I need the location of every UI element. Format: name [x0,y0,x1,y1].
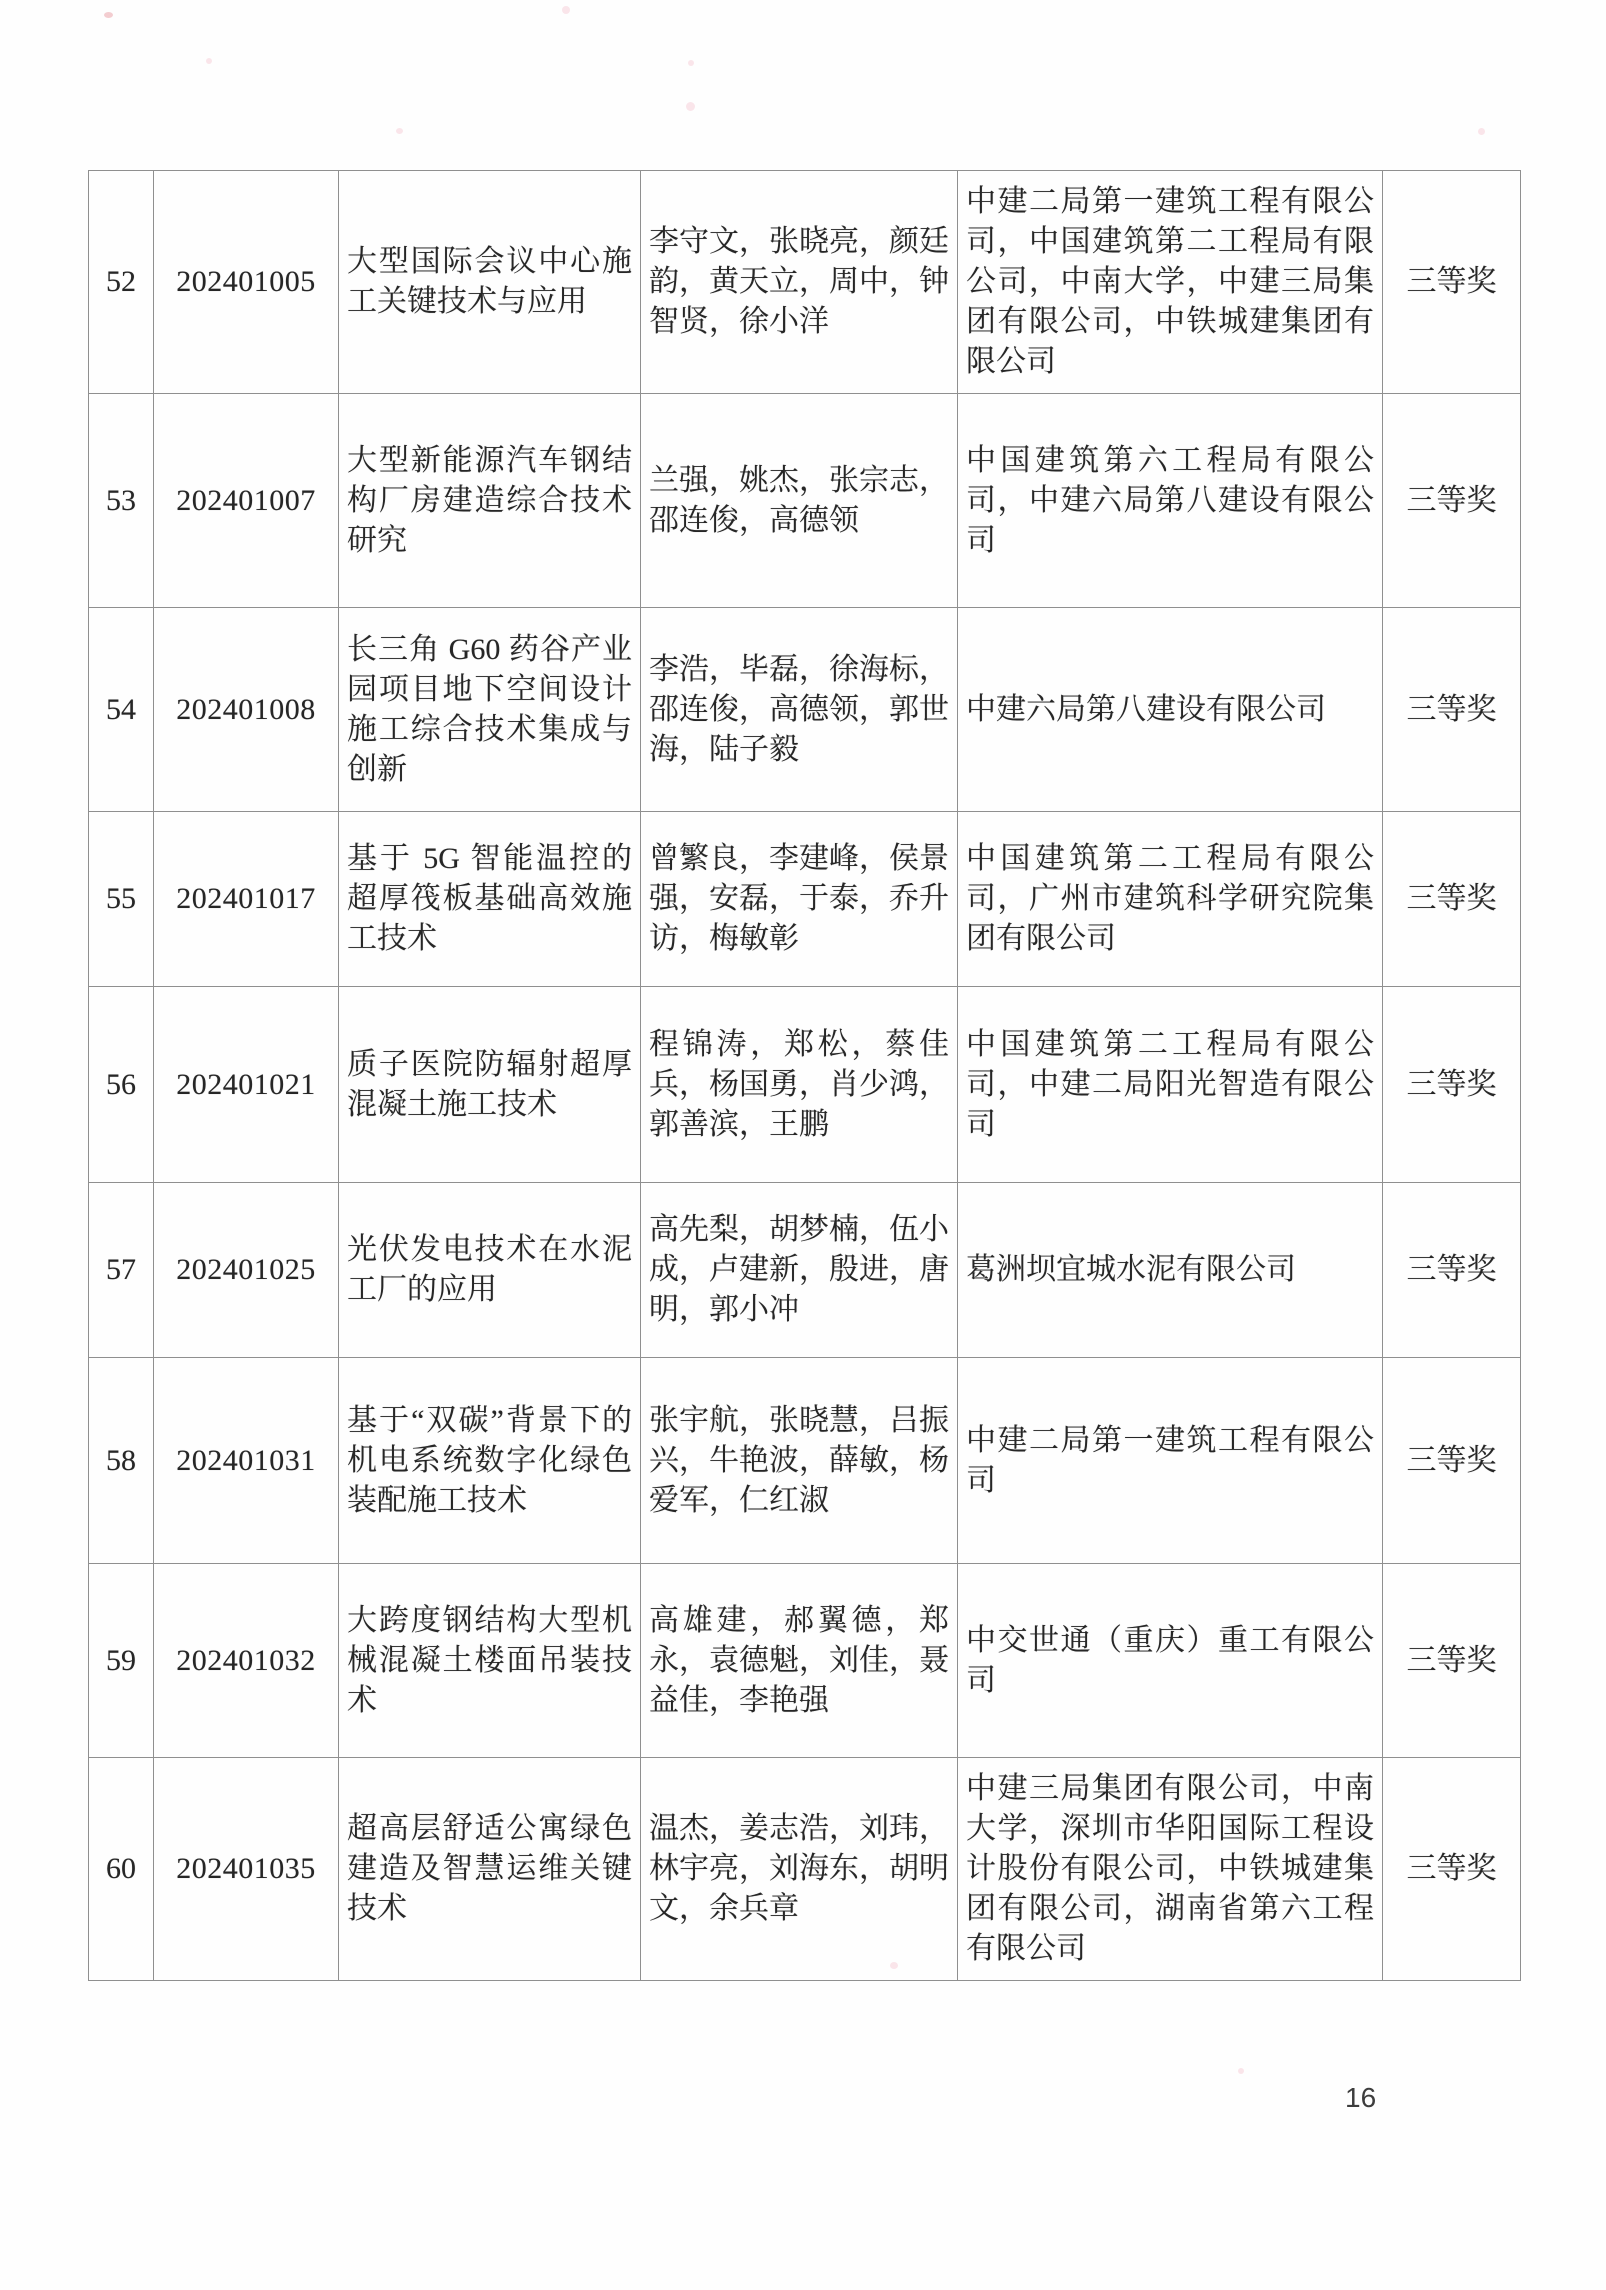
award-cell: 三等奖 [1383,812,1521,987]
seq-cell: 55 [89,812,154,987]
people-cell: 兰强，姚杰，张宗志，邵连俊，高德领 [641,394,958,608]
award-cell: 三等奖 [1383,987,1521,1183]
award-cell: 三等奖 [1383,171,1521,394]
scan-speck [688,60,694,66]
scan-speck [1238,2068,1244,2074]
table-row [89,394,1521,608]
title-cell: 光伏发电技术在水泥工厂的应用 [339,1183,641,1358]
seq-cell: 53 [89,394,154,608]
orgs-cell: 中国建筑第二工程局有限公司，中建二局阳光智造有限公司 [958,987,1383,1183]
award-cell: 三等奖 [1383,1358,1521,1564]
orgs-cell: 中建六局第八建设有限公司 [958,608,1383,812]
id-cell: 202401025 [154,1183,339,1358]
table-row [89,1183,1521,1358]
scan-speck [686,102,695,111]
people-cell: 高雄建，郝翼德，郑永，袁德魁，刘佳，聂益佳，李艳强 [641,1564,958,1758]
seq-cell: 57 [89,1183,154,1358]
id-cell: 202401035 [154,1758,339,1981]
seq-cell: 56 [89,987,154,1183]
seq-cell: 60 [89,1758,154,1981]
awards-table [88,170,1521,1981]
orgs-cell: 中建三局集团有限公司，中南大学，深圳市华阳国际工程设计股份有限公司，中铁城建集团有限公司，湖南省第六工程有限公司 [958,1758,1383,1981]
people-cell: 李守文，张晓亮，颜廷韵，黄天立，周中，钟智贤，徐小洋 [641,171,958,394]
award-cell: 三等奖 [1383,1758,1521,1981]
seq-cell: 54 [89,608,154,812]
seq-cell: 52 [89,171,154,394]
orgs-cell: 中交世通（重庆）重工有限公司 [958,1564,1383,1758]
award-cell: 三等奖 [1383,1564,1521,1758]
title-cell: 基于 5G 智能温控的超厚筏板基础高效施工技术 [339,812,641,987]
table-row [89,1564,1521,1758]
page-number: 16 [1345,2082,1377,2113]
table-row [89,171,1521,394]
title-cell: 大跨度钢结构大型机械混凝土楼面吊装技术 [339,1564,641,1758]
people-cell: 程锦涛，郑松，蔡佳兵，杨国勇，肖少鸿，郭善滨，王鹏 [641,987,958,1183]
orgs-cell: 中国建筑第二工程局有限公司，广州市建筑科学研究院集团有限公司 [958,812,1383,987]
people-cell: 温杰，姜志浩，刘玮，林宇亮，刘海东，胡明文，余兵章 [641,1758,958,1981]
award-cell: 三等奖 [1383,1183,1521,1358]
id-cell: 202401032 [154,1564,339,1758]
id-cell: 202401031 [154,1358,339,1564]
scan-speck [206,58,212,64]
awards-table-body [89,171,1521,1981]
title-cell: 质子医院防辐射超厚混凝土施工技术 [339,987,641,1183]
title-cell: 长三角 G60 药谷产业园项目地下空间设计施工综合技术集成与创新 [339,608,641,812]
table-row [89,608,1521,812]
id-cell: 202401008 [154,608,339,812]
seq-cell: 58 [89,1358,154,1564]
people-cell: 张宇航，张晓慧，吕振兴，牛艳波，薛敏，杨爱军，仁红淑 [641,1358,958,1564]
people-cell: 曾繁良，李建峰，侯景强，安磊，于泰，乔升访，梅敏彰 [641,812,958,987]
title-cell: 超高层舒适公寓绿色建造及智慧运维关键技术 [339,1758,641,1981]
scan-speck [1478,128,1485,135]
title-cell: 基于“双碳”背景下的机电系统数字化绿色装配施工技术 [339,1358,641,1564]
award-cell: 三等奖 [1383,608,1521,812]
table-row [89,812,1521,987]
seq-cell: 59 [89,1564,154,1758]
id-cell: 202401007 [154,394,339,608]
id-cell: 202401021 [154,987,339,1183]
title-cell: 大型新能源汽车钢结构厂房建造综合技术研究 [339,394,641,608]
orgs-cell: 葛洲坝宜城水泥有限公司 [958,1183,1383,1358]
award-cell: 三等奖 [1383,394,1521,608]
scan-speck [396,128,403,134]
table-row [89,987,1521,1183]
title-cell: 大型国际会议中心施工关键技术与应用 [339,171,641,394]
id-cell: 202401005 [154,171,339,394]
orgs-cell: 中国建筑第六工程局有限公司，中建六局第八建设有限公司 [958,394,1383,608]
orgs-cell: 中建二局第一建筑工程有限公司 [958,1358,1383,1564]
id-cell: 202401017 [154,812,339,987]
orgs-cell: 中建二局第一建筑工程有限公司，中国建筑第二工程局有限公司，中南大学，中建三局集团有限公司，中铁城建集团有限公司 [958,171,1383,394]
scan-speck [104,12,113,18]
people-cell: 高先梨，胡梦楠，伍小成，卢建新，殷进，唐明，郭小冲 [641,1183,958,1358]
table-row [89,1358,1521,1564]
people-cell: 李浩，毕磊，徐海标，邵连俊，高德领，郭世海，陆子毅 [641,608,958,812]
table-row [89,1758,1521,1981]
scan-speck [562,6,570,14]
